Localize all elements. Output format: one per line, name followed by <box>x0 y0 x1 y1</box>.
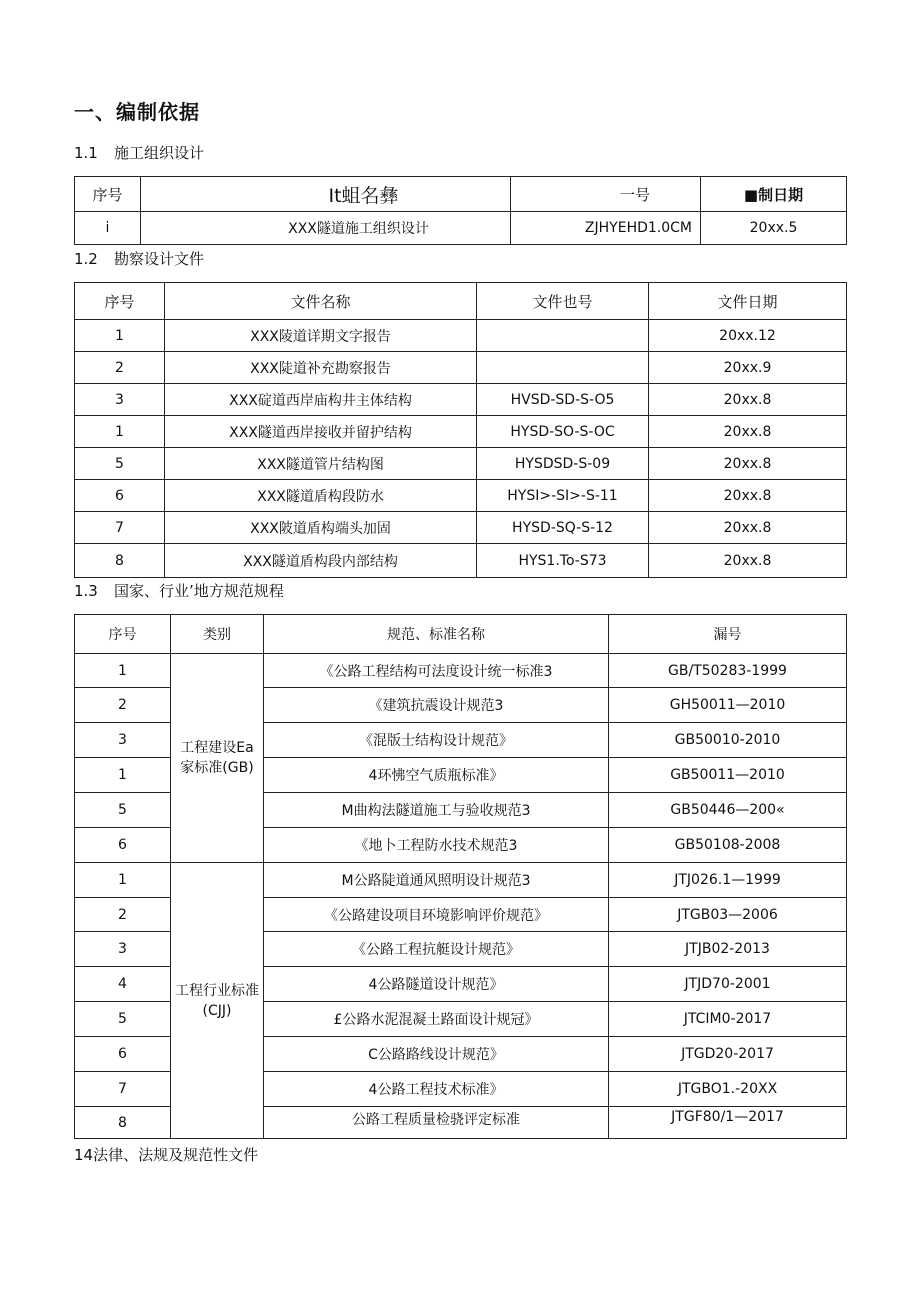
table-row: 4 4公路隧道设计规范》 JTJD70-2001 <box>75 967 847 1002</box>
category-cjj: 工程行业标准(CJJ) <box>171 863 264 1139</box>
table-row: 5 £公路水泥混凝土路面设计规冠》 JTCIM0-2017 <box>75 1002 847 1037</box>
table-row: 3 XXX碇道西岸庙构井主体结构 HVSD-SD-S-O5 20xx.8 <box>75 384 847 416</box>
section-1-2-heading: 1.2 勘察设计文件 <box>74 250 205 268</box>
section-1-3-heading: 1.3 国家、行业’地方规范规程 <box>74 582 284 600</box>
header-cell: 序号 <box>75 177 141 212</box>
table-row: 1 工程建设Ea家标准(GB) 《公路工程结构可法度设计统一标准3 GB/T50283-1999 <box>75 654 847 688</box>
table-row: 1 XXX陵道详期文字报告 20xx.12 <box>75 320 847 352</box>
table-row: 7 4公路工程技术标准》 JTGBO1.-20XX <box>75 1072 847 1107</box>
table-header-row: 序号 类别 规范、标准名称 漏号 <box>75 615 847 654</box>
table-row: 2 《建筑抗震设计规范3 GH50011—2010 <box>75 688 847 723</box>
table-row: 2 XXX陡道补充勘察报告 20xx.9 <box>75 352 847 384</box>
table-row: 2 《公路建设项目环境影响评价规范》 JTGB03—2006 <box>75 898 847 932</box>
table-header-row <box>75 177 847 212</box>
table-header-row: 序号 文件名称 文件也号 文件日期 <box>75 283 847 320</box>
header-cell: ■制日期 <box>701 177 847 212</box>
table-row: 3 《公路工程抗艇设计规范》 JTJB02-2013 <box>75 932 847 967</box>
table-row: 3 《混版士结构设计规范》 GB50010-2010 <box>75 723 847 758</box>
category-gb: 工程建设Ea家标准(GB) <box>171 654 264 863</box>
table-row: 1 XXX隧道西岸接收并留护结构 HYSD-SO-S-OC 20xx.8 <box>75 416 847 448</box>
table-row: 6 XXX隧道盾构段防水 HYSI>-SI>-S-11 20xx.8 <box>75 480 847 512</box>
section-1-4-heading: 14法律、法规及规范性文件 <box>74 1146 259 1164</box>
table-row: 6 《地卜工程防水技术规范3 GB50108-2008 <box>75 828 847 863</box>
table-row: 5 M曲构法隧道施工与验收规范3 GB50446—200« <box>75 793 847 828</box>
survey-design-table <box>74 282 847 578</box>
table-row: 8 XXX隧道盾构段内部结构 HYS1.To-S73 20xx.8 <box>75 544 847 578</box>
table-row: 6 C公路路线设计规范》 JTGD20-2017 <box>75 1037 847 1072</box>
table-row: 5 XXX隧道管片结构图 HYSDSD-S-09 20xx.8 <box>75 448 847 480</box>
table-row: 7 XXX陂道盾构端头加固 HYSD-SQ-S-12 20xx.8 <box>75 512 847 544</box>
header-cell: It蛆名彝 <box>141 177 511 212</box>
table-row: i XXX隧道施工组织设计 ZJHYEHD1.0CM 20xx.5 <box>75 212 847 245</box>
page-title: 一、编制依据 <box>74 100 200 124</box>
header-cell: 一号 <box>511 177 701 212</box>
standards-table <box>74 614 847 1139</box>
table-row: 1 4环怫空气质瓶标准》 GB50011—2010 <box>75 758 847 793</box>
table-row: 1 工程行业标准(CJJ) M公路陡道通风照明设计规范3 JTJ026.1—1999 <box>75 863 847 898</box>
section-1-1-heading: 1.1 施工组织设计 <box>74 144 205 162</box>
table-row: 8 公路工程质量检骁评定标准 JTGF80/1—2017 <box>75 1107 847 1139</box>
construction-design-table <box>74 176 847 245</box>
